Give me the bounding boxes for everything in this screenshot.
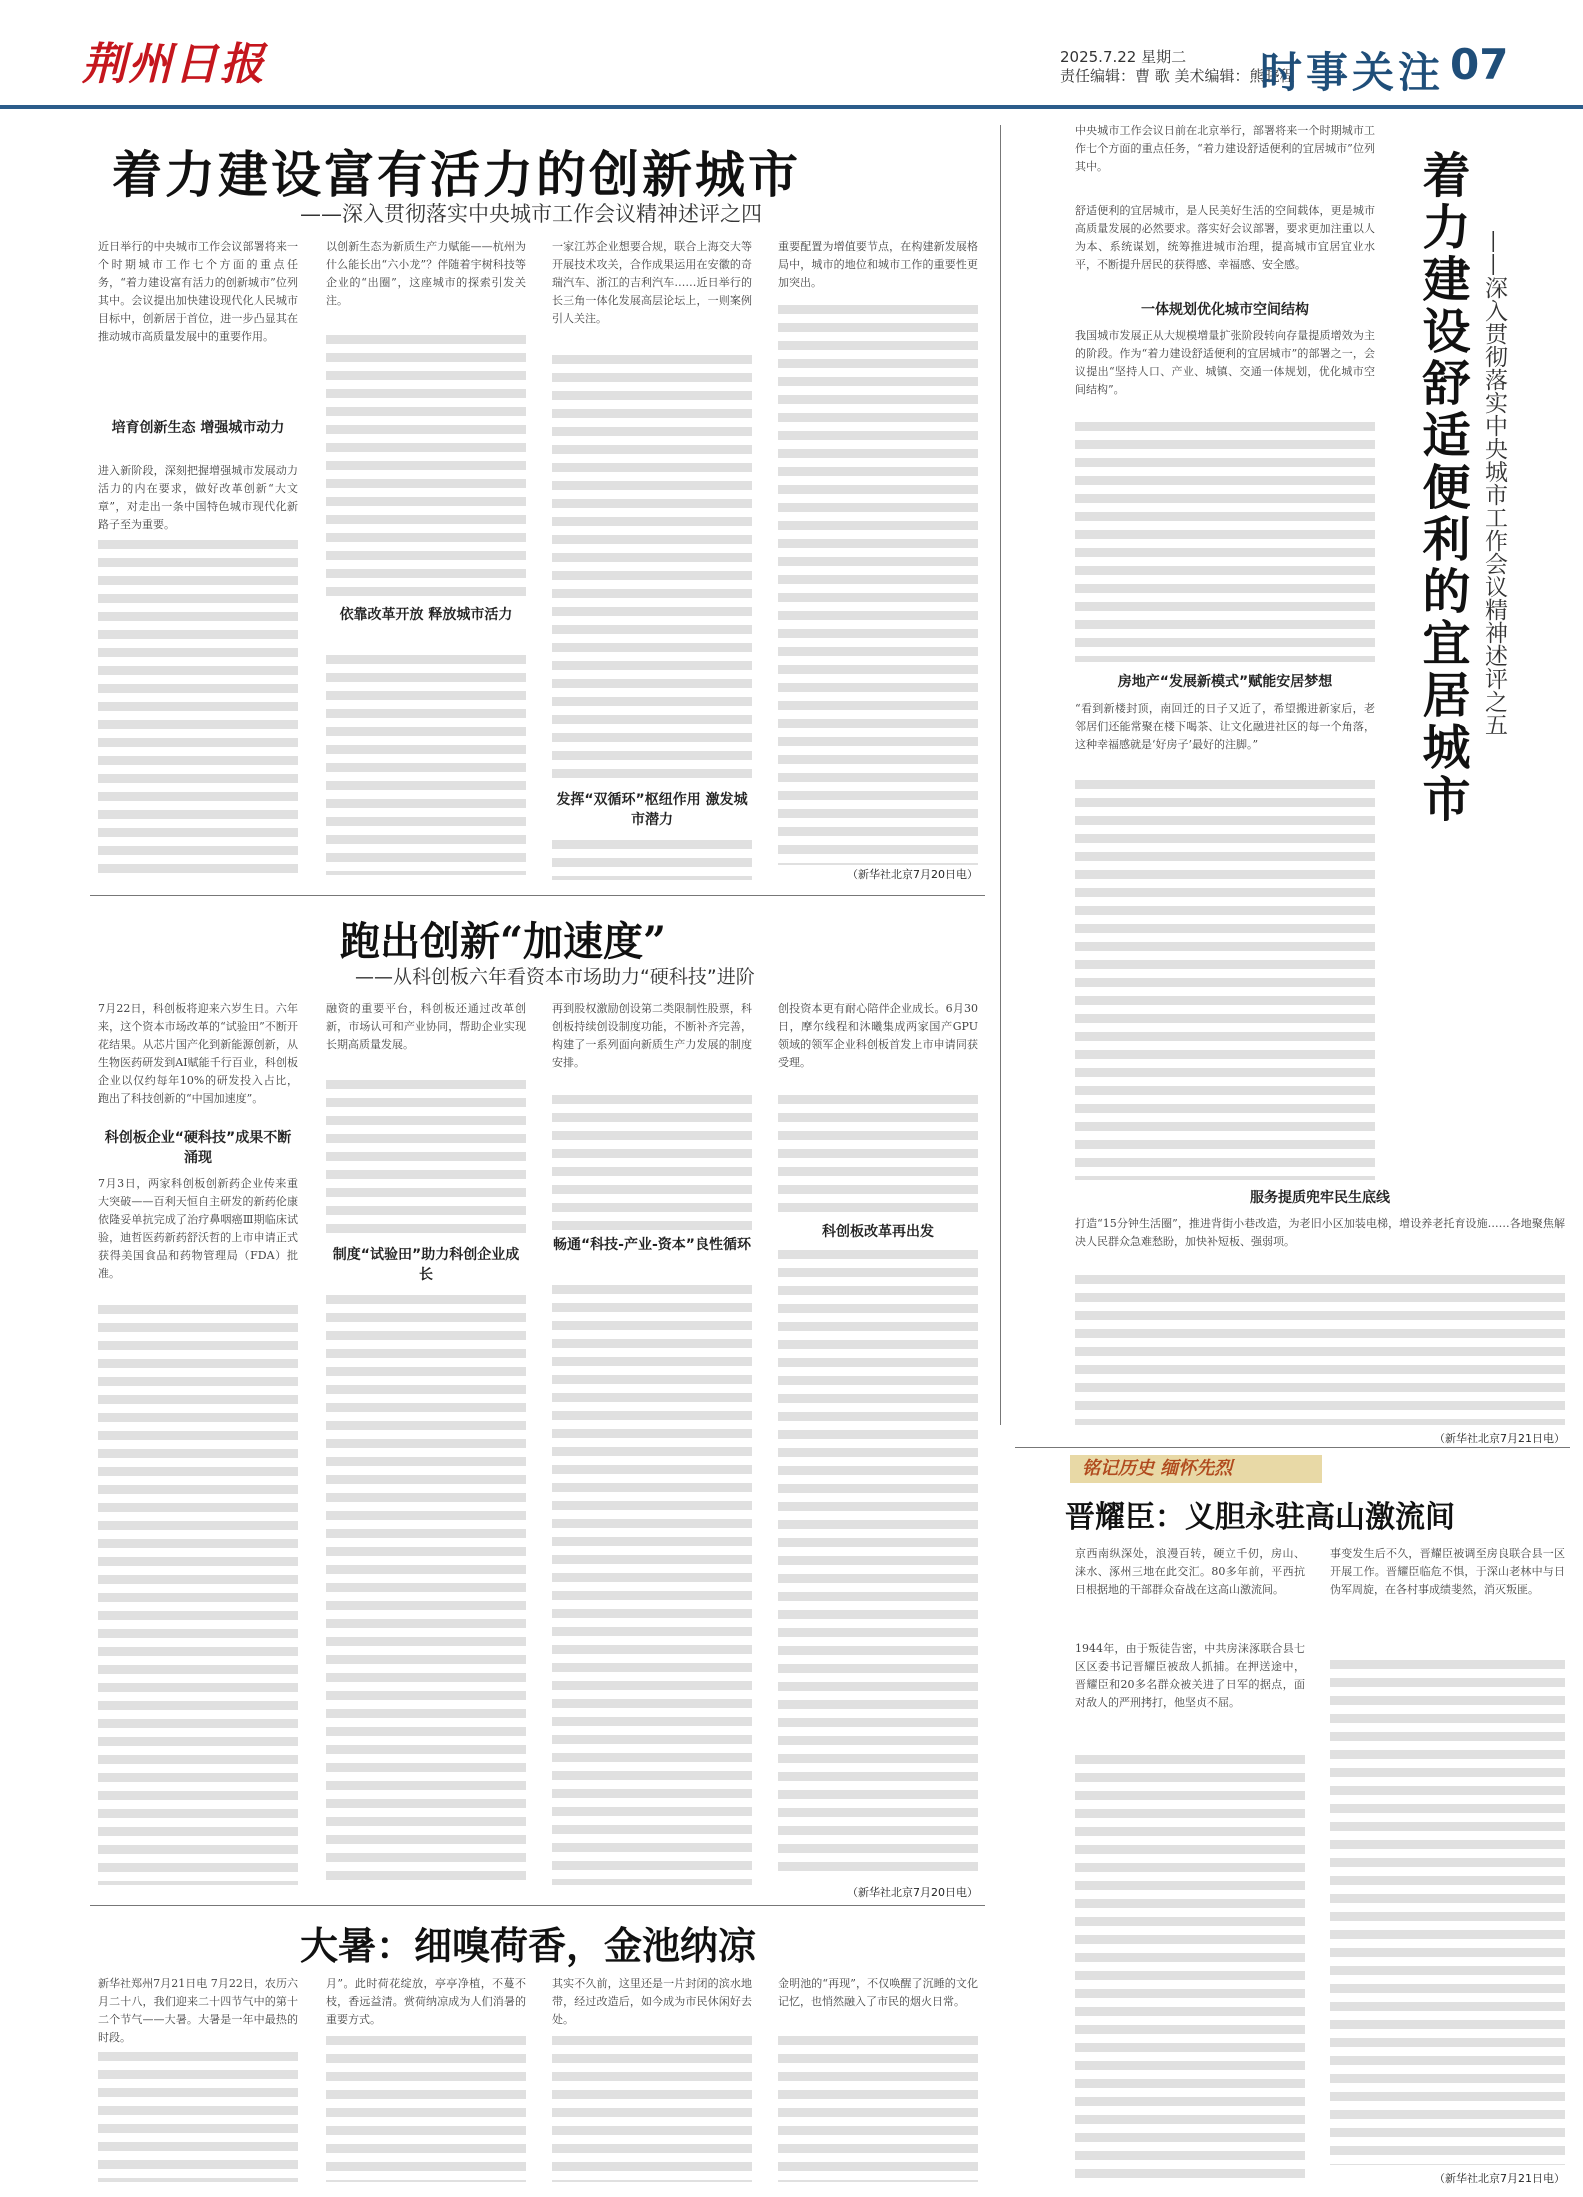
article4-title[interactable]: 大暑：细嗅荷香，金池纳凉 [300, 1923, 757, 1968]
newspaper-logo: 荆州日报 [82, 39, 266, 90]
article3-text-block-7 [778, 1250, 978, 1880]
article2-subhead-2: 房地产“发展新模式”赋能安居梦想 [1117, 674, 1333, 690]
article4-para-3: 金明池的“再现”，不仅唤醒了沉睡的文化记忆，也悄然融入了市民的烟火日常。 [778, 1977, 978, 2008]
article5-title[interactable]: 晋耀臣：义胆永驻高山激流间 [1065, 1500, 1455, 1535]
article5-lead: 京西南纵深处，浪漫百转，硬立千仞，房山、涞水、涿州三地在此交汇。80多年前，平西抗日根据地的干部群众奋战在这高山激流间。 [1075, 1547, 1305, 1596]
article2-subhead-1: 一体规划优化城市空间结构 [1141, 302, 1309, 318]
article3-text-block-4 [552, 1095, 752, 1230]
article1-para-4: 重要配置为增值要节点，在构建新发展格局中，城市的地位和城市工作的重要性更加突出。 [778, 240, 978, 289]
article2-text-block-3 [1075, 1275, 1565, 1425]
article3-subhead-1: 科创板企业“硬科技”成果不断涌现 [104, 1130, 292, 1166]
article5-source: （新华社北京7月21日电） [1434, 2172, 1565, 2185]
masthead-rule [0, 105, 1583, 109]
article1-text-block-4 [552, 355, 752, 785]
article3-text-block-1 [98, 1305, 298, 1885]
article2-text-block-2 [1075, 780, 1375, 1180]
article1-lead: 近日举行的中央城市工作会议部署将来一个时期城市工作七个方面的重点任务，“着力建设富有活力的创新城市”位列其中。会议提出加快建设现代化人民城市目标中，创新居于首位，进一步凸显其在推动城市高质量发展中的重要作用。 [98, 240, 298, 343]
article4-text-block-1 [98, 2052, 298, 2182]
article4-text-block-4 [778, 2036, 978, 2182]
article3-para-4: 创投资本更有耐心陪伴企业成长。6月30日，摩尔线程和沐曦集成两家国产GPU领域的领军企业科创板首发上市申请同获受理。 [778, 1002, 978, 1069]
article4-para-1: 月”。此时荷花绽放，亭亭净植，不蔓不枝，香远益清。赏荷纳凉成为人们消暑的重要方式。 [326, 1977, 526, 2026]
article2-title[interactable]: 着力建设舒适便利的宜居城市 [1414, 150, 1470, 826]
article3-source: （新华社北京7月20日电） [847, 1886, 978, 1899]
article4-para-2: 其实不久前，这里还是一片封闭的滨水地带，经过改造后，如今成为市民休闲好去处。 [552, 1977, 752, 2026]
article3-subtitle: ——从科创板六年看资本市场助力“硬科技”进阶 [355, 966, 755, 988]
article3-text-block-3 [326, 1295, 526, 1885]
article2-para-2: 我国城市发展正从大规模增量扩张阶段转向存量提质增效为主的阶段。作为“着力建设舒适便利的宜居城市”的部署之一，会议提出“坚持人口、产业、城镇、交通一体规划，优化城市空间结构”。 [1075, 329, 1375, 396]
article2-para-4: 打造“15分钟生活圈”，推进背街小巷改造，为老旧小区加装电梯，增设养老托育设施……各地聚焦解决人民群众急难愁盼，加快补短板、强弱项。 [1075, 1217, 1565, 1248]
section-divider-1 [90, 895, 985, 896]
section-title: 时事关注 [1260, 48, 1445, 97]
article3-title[interactable]: 跑出创新“加速度” [340, 918, 667, 965]
article1-title[interactable]: 着力建设富有活力的创新城市 [112, 145, 801, 204]
section-divider-3 [1015, 1447, 1570, 1448]
article2-subhead-3: 服务提质兜牢民生底线 [1250, 1190, 1390, 1206]
article1-para-3: 一家江苏企业想要合规，联合上海交大等开展技术攻关，合作成果运用在安徽的奇瑞汽车、浙江的吉利汽车……近日举行的长三角一体化发展高层论坛上，一则案例引人关注。 [552, 240, 752, 325]
article3-text-block-5 [552, 1285, 752, 1885]
article4-text-block-2 [326, 2036, 526, 2182]
article4-text-block-3 [552, 2036, 752, 2182]
article1-subtitle: ——深入贯彻落实中央城市工作会议精神述评之四 [300, 202, 762, 226]
article2-para-3: “看到新楼封顶，南回迁的日子又近了，希望搬进新家后，老邻居们还能常聚在楼下喝茶、让文化融进社区的每一个角落，这种幸福感就是‘好房子’最好的注脚。” [1075, 702, 1375, 751]
article5-para-1: 1944年，由于叛徒告密，中共房涞涿联合县七区区委书记晋耀臣被敌人抓捕。在押送途中，晋耀臣和20多名群众被关进了日军的据点，面对敌人的严刑拷打，他坚贞不屈。 [1075, 1642, 1305, 1709]
article1-text-block-5 [552, 840, 752, 880]
section-divider-2 [90, 1905, 985, 1906]
article2-subtitle: ——深入贯彻落实中央城市工作会议精神述评之五 [1481, 230, 1507, 736]
article1-text-block-2 [326, 335, 526, 600]
article2-lead: 中央城市工作会议日前在北京举行，部署将来一个时期城市工作七个方面的重点任务，“着力建设舒适便利的宜居城市”位列其中。 [1075, 124, 1375, 173]
article3-para-2: 融资的重要平台，科创板还通过改革创新，市场认可和产业协同，帮助企业实现长期高质量发展。 [326, 1002, 526, 1051]
issue-date: 2025.7.22 星期二 [1060, 48, 1187, 66]
article1-subhead-2: 依靠改革开放 释放城市活力 [339, 607, 513, 623]
article3-para-3: 再到股权激励创设第二类限制性股票，科创板持续创设制度功能，不断补齐完善，构建了一系列面向新质生产力发展的制度安排。 [552, 1002, 752, 1069]
article3-lead: 7月22日，科创板将迎来六岁生日。六年来，这个资本市场改革的“试验田”不断开花结果。从芯片国产化到新能源创新，从生物医药研发到AI赋能千行百业，科创板企业以仅约每年10%的研发投入占比，跑出了科技创新的“中国加速度”。 [98, 1002, 298, 1105]
article3-text-block-6 [778, 1095, 978, 1215]
editors-line: 责任编辑：曹 歌 美术编辑：熊晓程 [1060, 67, 1295, 85]
article1-para-2: 以创新生态为新质生产力赋能——杭州为什么能长出“六小龙”？伴随着宇树科技等企业的“出圈”，这座城市的探索引发关注。 [326, 240, 526, 307]
article1-text-block-6 [778, 305, 978, 865]
article1-subhead-1: 培育创新生态 增强城市动力 [111, 420, 285, 436]
article5-text-block-2 [1330, 1660, 1565, 2165]
article1-text-block-1 [98, 540, 298, 880]
article2-source: （新华社北京7月21日电） [1434, 1432, 1565, 1445]
article1-text-block-3 [326, 655, 526, 875]
article2-text-block-1 [1075, 422, 1375, 662]
column-divider [1000, 125, 1001, 1425]
article4-lead: 新华社郑州7月21日电 7月22日，农历六月二十八，我们迎来二十四节气中的第十二个节气——大暑。大暑是一年中最热的时段。 [98, 1977, 298, 2044]
article3-subhead-4: 科创板改革再出发 [822, 1224, 934, 1240]
page-number: 07 [1450, 40, 1509, 89]
article3-text-block-2 [326, 1080, 526, 1240]
article1-subhead-3: 发挥“双循环”枢纽作用 激发城市潜力 [556, 792, 748, 828]
article3-para-1: 7月3日，两家科创板创新药企业传来重大突破——百利天恒自主研发的新药伦康依隆妥单抗完成了治疗鼻咽癌Ⅲ期临床试验，迪哲医药新药舒沃哲的上市申请正式获得美国食品和药物管理局（FDA）批准。 [98, 1177, 298, 1280]
article3-subhead-3: 畅通“科技-产业-资本”良性循环 [552, 1237, 752, 1253]
article1-para-1: 进入新阶段，深刻把握增强城市发展动力活力的内在要求，做好改革创新“大文章”，对走出一条中国特色城市现代化新路子至为重要。 [98, 464, 298, 531]
history-banner: 铭记历史 缅怀先烈 [1070, 1455, 1322, 1483]
article5-text-block-1 [1075, 1755, 1305, 2185]
article3-subhead-2: 制度“试验田”助力科创企业成长 [332, 1247, 520, 1283]
article1-source: （新华社北京7月20日电） [847, 868, 978, 881]
article2-para-1: 舒适便利的宜居城市，是人民美好生活的空间载体，更是城市高质量发展的必然要求。落实好会议部署，要求更加注重以人为本、系统谋划，统筹推进城市治理，提高城市宜居宜业水平，不断提升居民的获得感、幸福感、安全感。 [1075, 204, 1375, 271]
article5-para-2: 事变发生后不久，晋耀臣被调至房良联合县一区开展工作。晋耀臣临危不惧，于深山老林中与日伪军周旋，在各村事成绩斐然，消灭叛匪。 [1330, 1547, 1565, 1596]
